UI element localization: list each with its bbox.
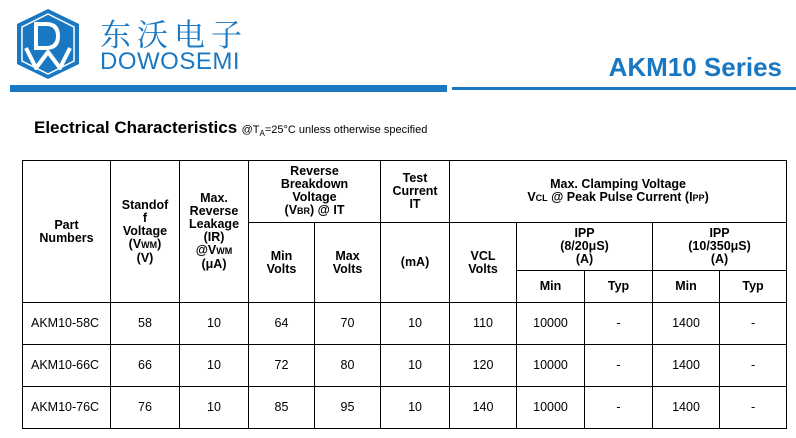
- header-ipp1-typ: Typ: [585, 271, 653, 303]
- cell-ipp2-typ: -: [720, 345, 787, 387]
- header-reverse-breakdown-voltage: Reverse Breakdown Voltage (VBR) @ IT: [249, 161, 381, 223]
- header-rule-left: [10, 85, 447, 92]
- cell-ipp1-min: 10000: [517, 303, 585, 345]
- cell-ipp1-typ: -: [585, 387, 653, 429]
- header-ipp1-min: Min: [517, 271, 585, 303]
- cell-part-number: AKM10-58C: [23, 303, 111, 345]
- cell-vcl: 140: [450, 387, 517, 429]
- cell-ipp1-min: 10000: [517, 345, 585, 387]
- cell-part-number: AKM10-66C: [23, 345, 111, 387]
- cell-ir: 10: [180, 387, 249, 429]
- header-vcl-volts: VCL Volts: [450, 223, 517, 303]
- section-heading: [34, 118, 427, 138]
- cell-vwm: 58: [111, 303, 180, 345]
- header-max-clamping-voltage: Max. Clamping Voltage VCL @ Peak Pulse Current (IPP): [450, 161, 787, 223]
- cell-ipp2-min: 1400: [653, 387, 720, 429]
- cell-ipp2-min: 1400: [653, 303, 720, 345]
- section-title: Electrical Characteristics: [34, 118, 238, 137]
- cell-vbr-min: 72: [249, 345, 315, 387]
- electrical-characteristics-table: [22, 160, 787, 429]
- cell-it: 10: [381, 345, 450, 387]
- dowosemi-logo: [14, 8, 82, 80]
- header-standoff-voltage: Standof f Voltage (VWM) (V): [111, 161, 180, 303]
- series-title: AKM10 Series: [608, 52, 782, 82]
- cell-vbr-max: 80: [315, 345, 381, 387]
- cell-ipp1-typ: -: [585, 303, 653, 345]
- header-ipp2-min: Min: [653, 271, 720, 303]
- cell-ipp2-typ: -: [720, 387, 787, 429]
- brand-name-english: DOWOSEMI: [100, 48, 240, 75]
- cell-part-number: AKM10-76C: [23, 387, 111, 429]
- header-rule-right: [452, 87, 796, 90]
- cell-it: 10: [381, 303, 450, 345]
- cell-ipp2-typ: -: [720, 303, 787, 345]
- cell-vcl: 120: [450, 345, 517, 387]
- cell-ir: 10: [180, 345, 249, 387]
- cell-ipp2-min: 1400: [653, 345, 720, 387]
- header-ipp-8-20us: IPP (8/20μS) (A): [517, 223, 653, 271]
- table-row: [23, 303, 787, 345]
- cell-ipp1-min: 10000: [517, 387, 585, 429]
- cell-vbr-min: 64: [249, 303, 315, 345]
- header-part-numbers: Part Numbers: [23, 161, 111, 303]
- header-vbr-max-volts: Max Volts: [315, 223, 381, 303]
- cell-ir: 10: [180, 303, 249, 345]
- header-ipp2-typ: Typ: [720, 271, 787, 303]
- cell-vbr-max: 95: [315, 387, 381, 429]
- header-vbr-min-volts: Min Volts: [249, 223, 315, 303]
- header-test-current: Test Current IT: [381, 161, 450, 223]
- cell-vbr-min: 85: [249, 387, 315, 429]
- cell-vwm: 76: [111, 387, 180, 429]
- table-row: [23, 345, 787, 387]
- cell-ipp1-typ: -: [585, 345, 653, 387]
- table-row: [23, 387, 787, 429]
- cell-vbr-max: 70: [315, 303, 381, 345]
- section-condition: $@T_A=25^\circ C$ unless otherwise specified: [241, 124, 428, 139]
- header-max-reverse-leakage: Max. Reverse Leakage (IR) @VWM (μA): [180, 161, 249, 303]
- cell-vwm: 66: [111, 345, 180, 387]
- header-ipp-10-350us: IPP (10/350μS) (A): [653, 223, 787, 271]
- cell-vcl: 110: [450, 303, 517, 345]
- header-test-current-unit: (mA): [381, 223, 450, 303]
- cell-it: 10: [381, 387, 450, 429]
- brand-name-chinese: 东沃电子: [100, 18, 248, 54]
